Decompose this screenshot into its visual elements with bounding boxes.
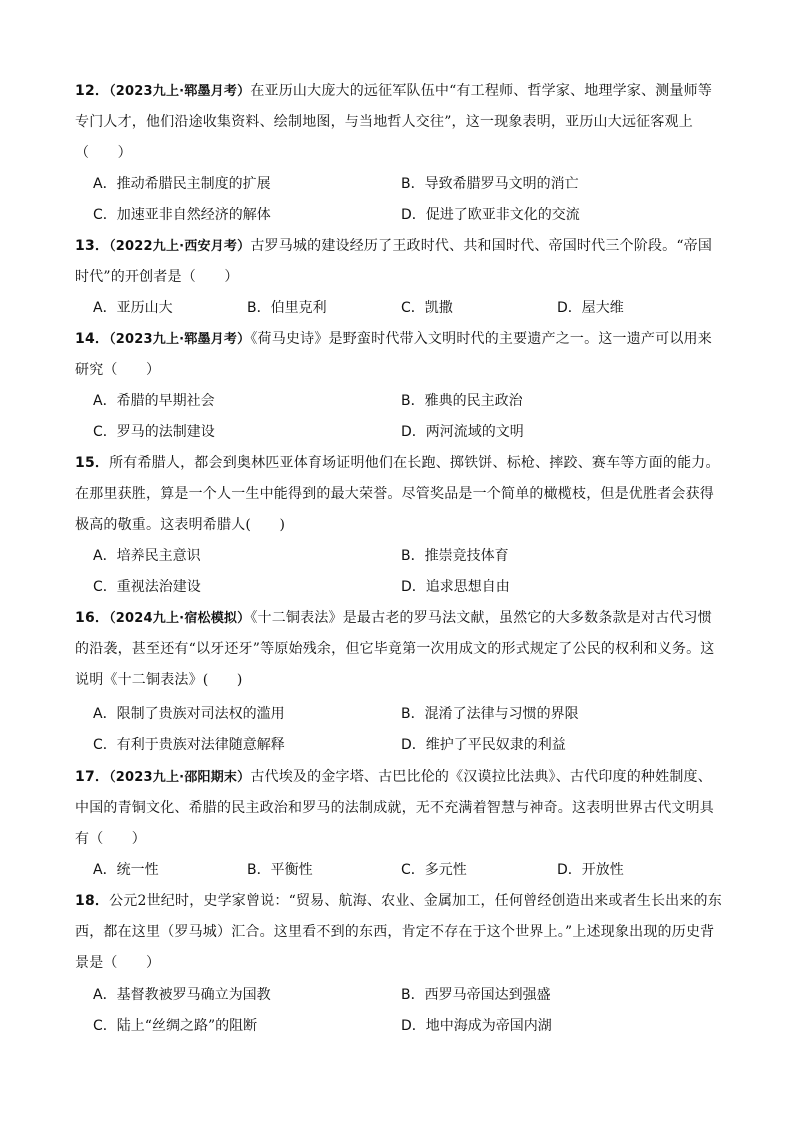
option-d[interactable]: D．两河流域的文明 — [401, 424, 524, 440]
option-a[interactable]: A．基督教被罗马确立为国教 — [93, 987, 271, 1003]
options-13 — [93, 293, 733, 324]
question-stem: 《十二铜表法》是最古老的罗马法文献，虽然它的大多数条款是对古代习惯的沿袭，甚至还有“以牙还牙”等原始残余，但它毕竟第一次用成文的形式规定了公民的权利和义务。这说明《十二铜表法》( ) — [75, 610, 715, 688]
question-number: 18． — [75, 893, 110, 909]
question-number: 13． — [75, 238, 110, 254]
option-d[interactable]: D．屋大维 — [557, 300, 624, 316]
question-source: （2024九上·宿松模拟） — [109, 611, 251, 626]
question-number: 14． — [75, 331, 110, 347]
option-c[interactable]: C．有利于贵族对法律随意解释 — [93, 737, 285, 753]
question-18 — [75, 886, 725, 979]
option-a[interactable]: A．亚历山大 — [93, 300, 173, 316]
question-16 — [75, 603, 725, 696]
option-c[interactable]: C．加速亚非自然经济的解体 — [93, 207, 271, 223]
option-d[interactable]: D．维护了平民奴隶的利益 — [401, 737, 566, 753]
question-14 — [75, 324, 725, 386]
option-a[interactable]: A．推动希腊民主制度的扩展 — [93, 176, 271, 192]
option-a[interactable]: A．统一性 — [93, 862, 159, 878]
option-b[interactable]: B．雅典的民主政治 — [401, 393, 523, 409]
option-b[interactable]: B．推崇竞技体育 — [401, 548, 509, 564]
option-b[interactable]: B．西罗马帝国达到强盛 — [401, 987, 551, 1003]
question-source: （2022九上·西安月考） — [109, 239, 251, 254]
question-number: 15． — [75, 455, 110, 471]
question-source: （2023九上·郓墨月考） — [109, 84, 251, 99]
options-12 — [93, 169, 733, 231]
question-stem: 古代埃及的金字塔、古巴比伦的《汉谟拉比法典》、古代印度的种姓制度、中国的青铜文化、希腊的民主政治和罗马的法制成就，无不充满着智慧与神奇。这表明世界古代文明具有（ ） — [75, 769, 714, 847]
option-b[interactable]: B．混淆了法律与习惯的界限 — [401, 706, 579, 722]
option-c[interactable]: C．罗马的法制建设 — [93, 424, 215, 440]
options-18 — [93, 980, 733, 1042]
question-stem: 在亚历山大庞大的远征军队伍中“有工程师、哲学家、地理学家、测量师等专门人才，他们沿途收集资料、绘制地图，与当地哲人交往”，这一现象表明，亚历山大远征客观上（ ） — [75, 83, 713, 161]
option-b[interactable]: B．导致希腊罗马文明的消亡 — [401, 176, 579, 192]
options-16 — [93, 699, 733, 761]
option-a[interactable]: A．希腊的早期社会 — [93, 393, 215, 409]
question-17 — [75, 762, 725, 855]
options-14 — [93, 386, 733, 448]
option-d[interactable]: D．地中海成为帝国内湖 — [401, 1018, 552, 1034]
question-source: （2023九上·邵阳期末） — [109, 770, 251, 785]
question-stem: 古罗马城的建设经历了王政时代、共和国时代、帝国时代三个阶段。“帝国时代”的开创者是（ ） — [75, 238, 713, 285]
question-stem: 所有希腊人，都会到奥林匹亚体育场证明他们在长跑、掷铁饼、标枪、摔跤、赛车等方面的能力。在那里获胜，算是一个人一生中能得到的最大荣誉。尽管奖品是一个简单的橄榄枝，但是优胜者会获得极高的敬重。这表明希腊人( ) — [75, 455, 720, 533]
question-15 — [75, 448, 725, 541]
question-number: 17． — [75, 769, 110, 785]
option-c[interactable]: C．陆上“丝绸之路”的阻断 — [93, 1018, 258, 1034]
option-d[interactable]: D．追求思想自由 — [401, 579, 510, 595]
question-number: 16． — [75, 610, 110, 626]
option-c[interactable]: C．多元性 — [401, 862, 467, 878]
question-stem: 公元2世纪时，史学家曾说：“贸易、航海、农业、金属加工，任何曾经创造出来或者生长出来的东西，都在这里（罗马城）汇合。这里看不到的东西，肯定不存在于这个世界上。”上述现象出现的历史背景是（ ） — [75, 893, 722, 971]
option-c[interactable]: C．凯撒 — [401, 300, 453, 316]
options-15 — [93, 541, 733, 603]
option-a[interactable]: A．培养民主意识 — [93, 548, 201, 564]
question-12 — [75, 76, 725, 169]
option-b[interactable]: B．伯里克利 — [247, 300, 327, 316]
question-source: （2023九上·郓墨月考） — [109, 332, 251, 347]
question-13 — [75, 231, 725, 293]
option-b[interactable]: B．平衡性 — [247, 862, 313, 878]
question-stem: 《荷马史诗》是野蛮时代带入文明时代的主要遗产之一。这一遗产可以用来研究（ ） — [75, 331, 712, 378]
option-c[interactable]: C．重视法治建设 — [93, 579, 201, 595]
option-d[interactable]: D．促进了欧亚非文化的交流 — [401, 207, 580, 223]
options-17 — [93, 855, 733, 886]
question-number: 12． — [75, 83, 110, 99]
option-d[interactable]: D．开放性 — [557, 862, 624, 878]
option-a[interactable]: A．限制了贵族对司法权的滥用 — [93, 706, 285, 722]
